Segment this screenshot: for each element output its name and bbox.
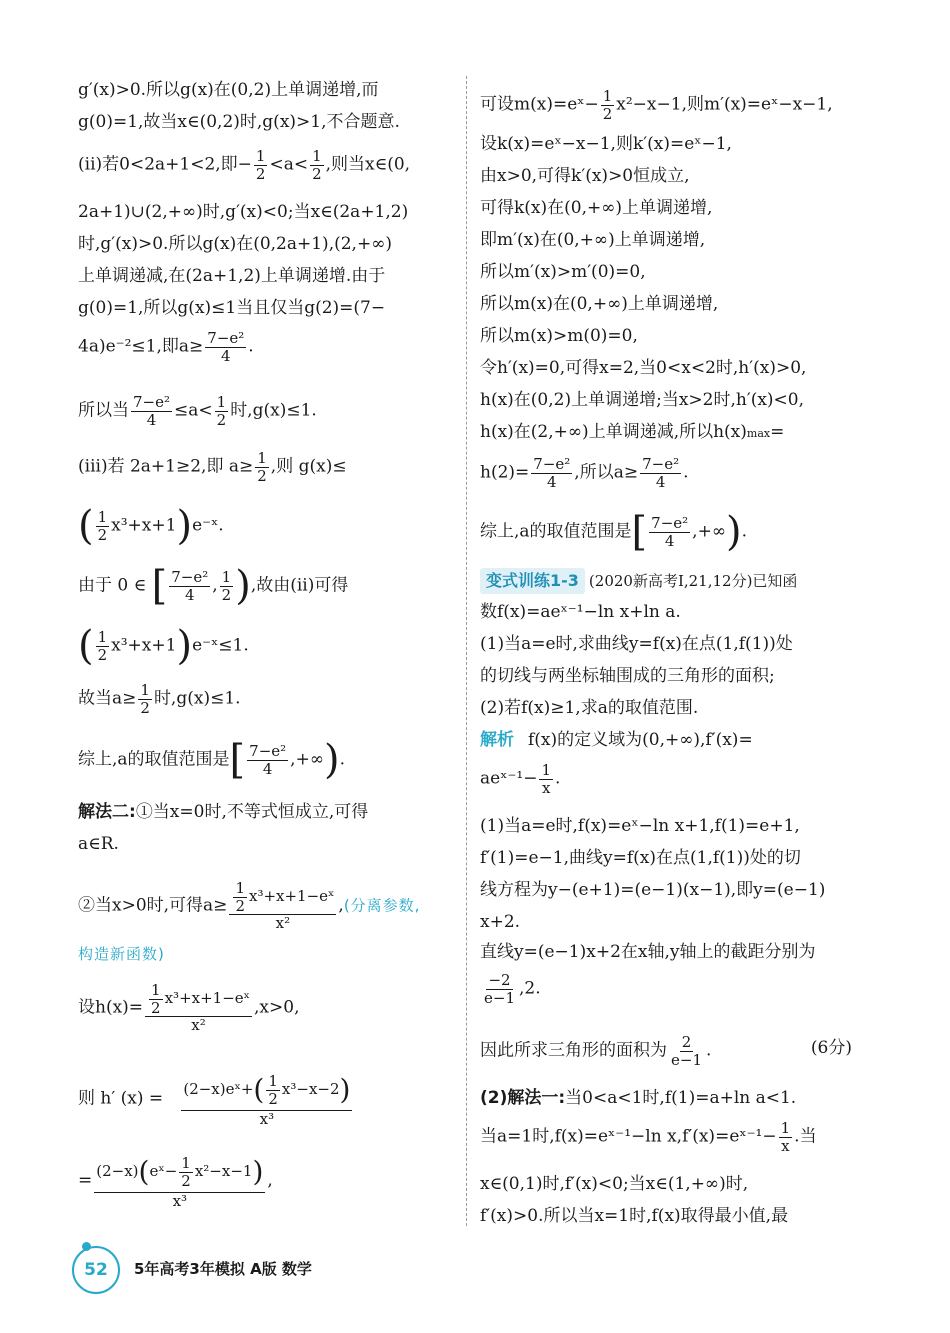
text-line: (iii)若 2a+1≥2,即 a≥ $\frac{1}{2}$ ,则 g(x)≤	[78, 449, 347, 485]
text-line: f′(1)=e−1,曲线y=f(x)在点(1,f(1))处的切	[480, 848, 801, 868]
page-footer	[72, 1242, 432, 1292]
text-line: = (2−x)(eˣ− $\frac{1}{2}$ x²−x−1) x³ ,	[78, 1154, 273, 1210]
text-line: (2)若f(x)≥1,求a的取值范围.	[480, 698, 699, 718]
text-line: ( $\frac{1}{2}$ x³+x+1)e⁻ˣ.	[78, 503, 224, 549]
text-line: 由x>0,可得k′(x)>0恒成立,	[480, 166, 690, 186]
text-line: 设h(x)= $\frac{1}{2}$ x³+x+1−eˣ x² ,x>0,	[78, 981, 300, 1034]
text-line: 所以m(x)>m(0)=0,	[480, 326, 638, 346]
text-line: g(0)=1,故当x∈(0,2)时,g(x)>1,不合题意.	[78, 112, 400, 132]
text-line: $\frac{-2}{e-1}$ ,2.	[484, 971, 541, 1007]
text-line: aeˣ⁻¹− $\frac{1}{x}$ .	[480, 761, 561, 797]
text-line: ②当x>0时,可得a≥ $\frac{1}{2}$ x³+x+1−eˣ x² ,(分离参数,	[78, 879, 421, 932]
text-line: 当a=1时,f(x)=eˣ⁻¹−ln x,f′(x)=eˣ⁻¹− $\frac{1}{x}$ .当	[480, 1119, 817, 1155]
text-line: 因此所求三角形的面积为 $\frac{2}{e-1}$ . (6分)	[480, 1033, 852, 1069]
text-line: 由于 0 ∈ [ $\frac{\text{7−e²}}{4}$ , $\frac{1}{2}$ ),故由(ii)可得	[78, 563, 349, 609]
text-line: 所以m′(x)>m′(0)=0,	[480, 262, 646, 282]
text-line: 变式训练1-3 (2020新高考Ⅰ,21,12分)已知函	[480, 568, 797, 596]
text-line: 的切线与两坐标轴围成的三角形的面积;	[480, 666, 775, 686]
text-line: ( $\frac{1}{2}$ x³+x+1)e⁻ˣ≤1.	[78, 623, 249, 669]
text-line: g′(x)>0.所以g(x)在(0,2)上单调递增,而	[78, 80, 379, 100]
text-line: 可得k(x)在(0,+∞)上单调递增,	[480, 198, 713, 218]
text-line: a∈R.	[78, 834, 119, 854]
exercise-badge: 变式训练1-3	[480, 568, 585, 594]
text-line: 则 h′ (x) = (2−x)eˣ+( $\frac{1}{2}$ x³−x−2) x³	[78, 1072, 351, 1128]
text-line: 构造新函数)	[78, 945, 165, 963]
page-number: 52	[72, 1246, 120, 1294]
text-line: 解析 f(x)的定义域为(0,+∞),f′(x)=	[480, 730, 753, 750]
text-line: 可设m(x)=eˣ− $\frac{1}{2}$ x²−x−1,则m′(x)=eˣ−x−1,	[480, 87, 833, 123]
text-line: 设k(x)=eˣ−x−1,则k′(x)=eˣ−1,	[480, 134, 732, 154]
text-line: (2)解法一:当0<a<1时,f(1)=a+ln a<1.	[480, 1088, 797, 1108]
text-line: 即m′(x)在(0,+∞)上单调递增,	[480, 230, 706, 250]
text-line: 令h′(x)=0,可得x=2,当0<x<2时,h′(x)>0,	[480, 358, 807, 378]
text-line: h(2)= $\frac{\text{7−e²}}{4}$ ,所以a≥ $\frac{\text{7−e²}}{4}$ .	[480, 455, 689, 491]
text-line: 时,g′(x)>0.所以g(x)在(0,2a+1),(2,+∞)	[78, 234, 392, 254]
text-line: 所以m(x)在(0,+∞)上单调递增,	[480, 294, 719, 314]
text-line: 4a)e⁻²≤1,即a≥ $\frac{\text{7−e²}}{4}$ .	[78, 329, 254, 365]
text-line: x∈(0,1)时,f′(x)<0;当x∈(1,+∞)时,	[480, 1174, 749, 1194]
text-line: 2a+1)∪(2,+∞)时,g′(x)<0;当x∈(2a+1,2)	[78, 202, 409, 222]
text-line: g(0)=1,所以g(x)≤1当且仅当g(2)=(7−	[78, 298, 386, 318]
book-title: 5年高考3年模拟 A版 数学	[134, 1260, 312, 1278]
column-divider	[466, 76, 467, 1226]
text-line: 所以当 $\frac{\text{7−e²}}{4}$ ≤a< $\frac{1}{2}$ 时,g(x)≤1.	[78, 393, 317, 429]
text-line: 解法二:①当x=0时,不等式恒成立,可得	[78, 802, 369, 822]
text-line: 直线y=(e−1)x+2在x轴,y轴上的截距分别为	[480, 942, 816, 962]
score-note: (6分)	[810, 1038, 852, 1058]
text-line: (1)当a=e时,求曲线y=f(x)在点(1,f(1))处	[480, 634, 793, 654]
text-line: 综上,a的取值范围是[ $\frac{\text{7−e²}}{4}$ ,+∞).	[78, 737, 345, 783]
text-line: (ii)若0<2a+1<2,即− $\frac{1}{2}$ <a< $\frac{1}{2}$ ,则当x∈(0,	[78, 147, 411, 183]
text-line: h(x)在(0,2)上单调递增;当x>2时,h′(x)<0,	[480, 390, 805, 410]
text-line: 上单调递减,在(2a+1,2)上单调递增.由于	[78, 266, 386, 286]
text-line: h(x)在(2,+∞)上单调递减,所以h(x)max=	[480, 422, 785, 442]
text-line: 数f(x)=aeˣ⁻¹−ln x+ln a.	[480, 602, 681, 622]
analysis-label: 解析	[480, 730, 514, 750]
text-line: 线方程为y−(e+1)=(e−1)(x−1),即y=(e−1)	[480, 880, 826, 900]
text-line: 故当a≥ $\frac{1}{2}$ 时,g(x)≤1.	[78, 681, 241, 717]
text-line: 综上,a的取值范围是[ $\frac{\text{7−e²}}{4}$ ,+∞).	[480, 509, 747, 555]
text-line: (1)当a=e时,f(x)=eˣ−ln x+1,f(1)=e+1,	[480, 816, 800, 836]
text-line: x+2.	[480, 912, 521, 932]
text-line: f′(x)>0.所以当x=1时,f(x)取得最小值,最	[480, 1206, 789, 1226]
